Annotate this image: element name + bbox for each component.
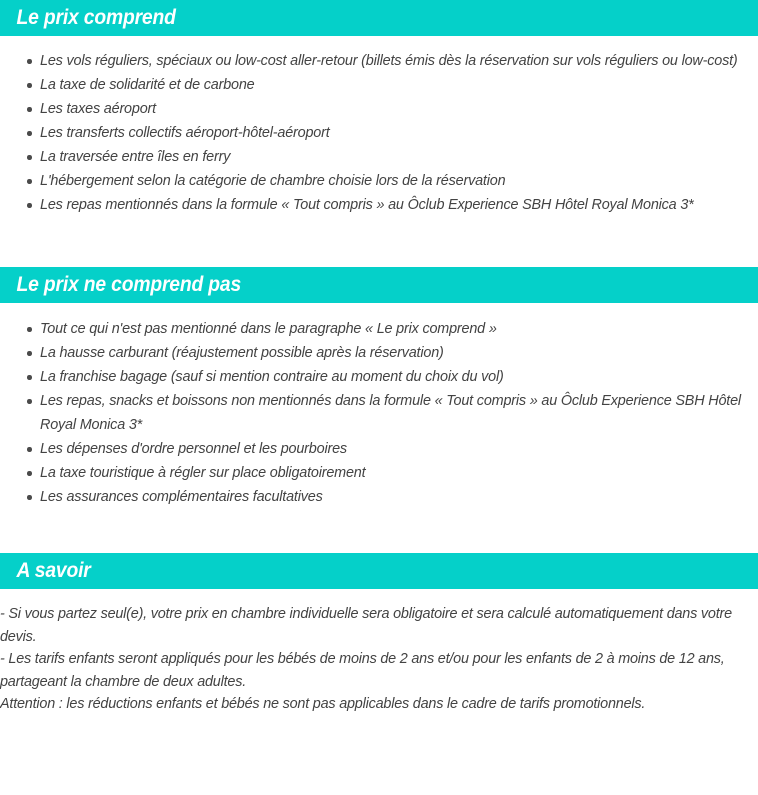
list-item: Les dépenses d'ordre personnel et les pourboires [0,437,758,461]
section-heading-text: Le prix comprend [0,0,758,36]
note-paragraph: - Si vous partez seul(e), votre prix en chambre individuelle sera obligatoire et sera calculé automatiquement dans votre devis. [0,606,732,645]
section-heading-text: Le prix ne comprend pas [0,267,758,303]
list-item: Les transferts collectifs aéroport-hôtel-aéroport [0,121,758,145]
spacer [0,36,758,49]
list-item: Les taxes aéroport [0,97,758,121]
list-item: La franchise bagage (sauf si mention contraire au moment du choix du vol) [0,365,758,389]
bullet-list [0,317,758,509]
spacer [0,509,758,553]
list-item: Les repas mentionnés dans la formule « Tout compris » au Ôclub Experience SBH Hôtel Royal Monica 3* [0,193,758,217]
list-item: Les assurances complémentaires facultatives [0,485,758,509]
list-item: Tout ce qui n'est pas mentionné dans le paragraphe « Le prix comprend » [0,317,758,341]
spacer [0,303,758,317]
list-item: La hausse carburant (réajustement possible après la réservation) [0,341,758,365]
list-item: L'hébergement selon la catégorie de chambre choisie lors de la réservation [0,169,758,193]
spacer [0,217,758,267]
note-paragraph: Attention : les réductions enfants et bébés ne sont pas applicables dans le cadre de tarifs promotionnels. [0,696,646,712]
section-header-a-savoir [0,553,758,589]
section-heading-text: A savoir [0,553,758,589]
list-item: Les repas, snacks et boissons non mentionnés dans la formule « Tout compris » au Ôclub Experience SBH Hôtel Royal Monica 3* [0,389,758,437]
bullet-list [0,49,758,217]
list-item: Les vols réguliers, spéciaux ou low-cost aller-retour (billets émis dès la réservation sur vols réguliers ou low-cost) [0,49,758,73]
spacer [0,589,758,603]
notes-a-savoir [0,603,758,716]
list-le-prix-ne-comprend-pas [0,317,758,509]
note-paragraph: - Les tarifs enfants seront appliqués pour les bébés de moins de 2 ans et/ou pour les enfants de 2 à moins de 12 ans, partageant la chambre de deux adultes. [0,651,725,690]
list-le-prix-comprend [0,49,758,217]
section-header-le-prix-comprend [0,0,758,36]
list-item: La traversée entre îles en ferry [0,145,758,169]
list-item: La taxe de solidarité et de carbone [0,73,758,97]
section-header-le-prix-ne-comprend-pas [0,267,758,303]
list-item: La taxe touristique à régler sur place obligatoirement [0,461,758,485]
